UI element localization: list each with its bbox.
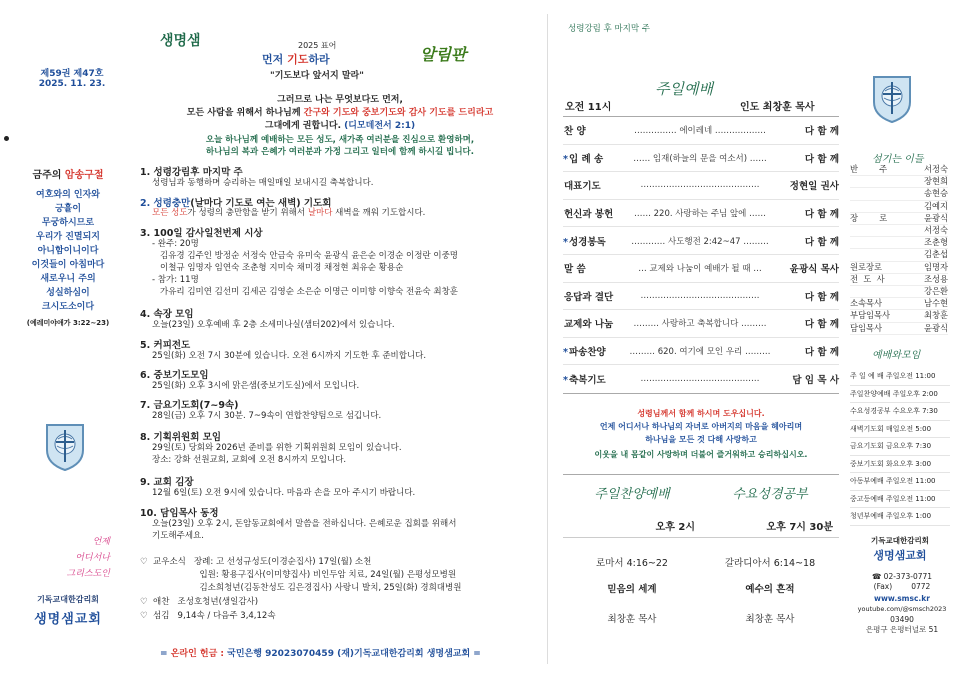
announcement-6-title: 6. 중보기도모임	[140, 370, 209, 381]
postal-code: 03490	[890, 615, 914, 624]
announcement-4-title: 4. 속장 모임	[140, 309, 194, 320]
announcement-2-title: 2. 성령충만(날마다 기도로 여는 새벽) 기도회	[140, 198, 332, 209]
denomination-name: 기독교대한감리회	[37, 595, 99, 604]
wednesday-bible-study: 수요성경공부 오후 7시 30분 갈라디아서 6:14~18 예수의 흔적 최창훈 목사	[701, 474, 839, 664]
announcement-10-body: 오늘(23일) 오후 2시, 돈암동교회에서 말씀을 전하십니다. 은혜로운 집회를 위해서 기도해주세요.	[152, 519, 457, 541]
announcement-9-body: 12월 6일(토) 오전 9시에 있습니다. 마음과 손을 모아 주시기 바랍니다.	[152, 488, 416, 498]
announcement-4-body: 오늘(23일) 오후예배 후 2층 소세미나실(샘터202)에서 있습니다.	[152, 320, 395, 330]
fax-number: (Fax) 0772	[873, 582, 931, 591]
worship-presider: 인도 최창훈 목사	[740, 102, 815, 113]
staff-row: 서정숙	[850, 225, 948, 237]
schedule-row: 수요성경공부 수요오후 7:30	[850, 403, 950, 421]
announcement-1-body: 성령님과 동행하며 승리하는 매일매일 보내시길 축복합니다.	[152, 178, 374, 188]
order-row: 응답과 결단 …………………………………… 다 함 께	[563, 283, 839, 311]
staff-row: 장 로 윤광식	[850, 213, 948, 225]
memory-verse-end: 크시도소이다	[41, 302, 95, 312]
announcement-board-title: 알림판	[420, 45, 467, 64]
order-row: *축복기도 …………………………………… 담 임 목 사	[563, 374, 839, 387]
announcement-3-title: 3. 100일 감사일천번제 시상	[140, 228, 263, 239]
announcement-3-body: - 완주: 20명 김유경 김주인 방정순 서정숙 안금숙 유미숙 윤광식 윤은순 이경순 이정란 이중명 이철규 임명자 임연숙 조춘형 지미숙 채미경 채정현 최유순 황용순 - 참가: 11명 가유리 김미연 김선미 김세곤 김영순 소은순 이명근 이미향 이향숙 전윤숙 최창훈	[152, 239, 458, 297]
volume-number: 제59권 제47호	[40, 69, 104, 79]
brand-title: 생명샘	[160, 33, 201, 49]
order-row: 헌신과 봉헌 …… 220. 사랑하는 주님 앞에 …… 다 함 께	[563, 200, 839, 228]
page-divider	[547, 14, 548, 664]
staff-row: 송현승	[850, 188, 948, 200]
website-link[interactable]: www.smsc.kr	[874, 594, 930, 603]
sunday-praise-service: 주일찬양예배 오후 2시 로마서 4:16~22 믿음의 세계 최창훈 목사	[563, 474, 701, 664]
staff-row: 조춘형	[850, 237, 948, 249]
schedule-row: 주일찬양예배 주일오후 2:00	[850, 386, 950, 404]
phone-number: ☎ 02-373-0771	[871, 572, 933, 581]
verse-reference: (예레미야애가 3:22~23)	[26, 319, 110, 327]
schedule-row: 중고등예배 주일오전 11:00	[850, 491, 950, 509]
staff-row: 김춘섭	[850, 249, 948, 261]
week-header: 성령강림 후 마지막 주	[568, 24, 651, 34]
announcement-7-body: 28일(금) 오후 7시 30분. 7~9속이 연합찬양팀으로 섬깁니다.	[152, 411, 382, 421]
blessing-line-4: 이웃을 내 몸같이 사랑하며 더불어 즐거워하고 승리하십시오.	[594, 450, 808, 459]
church-address: 은평구 은평터널로 51	[865, 625, 939, 634]
blessing-line-1: 성령님께서 함께 하시며 도우십니다.	[637, 409, 765, 418]
staff-row: 전 도 사 조성용	[850, 274, 948, 286]
bullet-dot-icon	[4, 136, 9, 141]
announcement-9-title: 9. 교회 김장	[140, 477, 194, 488]
fellowship-meal: ♡ 애찬 조성호청년(생일감사)	[140, 597, 259, 607]
staff-row: 원로장로 임명자	[850, 262, 948, 274]
order-row: 찬 양 …………… 에이레네 ……………… 다 함 께	[563, 117, 839, 145]
staff-row: 장현희	[850, 176, 948, 188]
order-row: 대표기도 …………………………………… 정현일 권사	[563, 172, 839, 200]
schedule-list	[850, 368, 950, 526]
service-groups: ♡ 섬김 9,14속 / 다음주 3,4,12속	[140, 611, 276, 621]
announcement-7-title: 7. 금요기도회(7~9속)	[140, 400, 239, 411]
intro-line-1: 그러므로 나는 무엇보다도 먼저,	[277, 95, 403, 105]
order-row: *성경봉독 ………… 사도행전 2:42~47 ……… 다 함 께	[563, 227, 839, 255]
intro-line-2: 모든 사람을 위해서 하나님께 간구와 기도와 중보기도와 감사 기도를 드리라고	[186, 108, 494, 118]
schedule-row: 주 일 예 배 주일오전 11:00	[850, 368, 950, 386]
order-of-worship	[563, 116, 839, 394]
schedule-title: 예배와모임	[872, 350, 921, 361]
staff-row: 김예지	[850, 201, 948, 213]
motto-year: 2025 표어	[298, 41, 337, 50]
youtube-link[interactable]: youtube.com/@smsch2023	[857, 605, 947, 613]
staff-row: 소속목사 남수현	[850, 298, 948, 310]
members-news: ♡ 교우소식 장례: 고 선성규성도(이경순집사) 17일(월) 소천	[140, 557, 372, 567]
staff-row: 담임목사 윤광식	[850, 323, 948, 335]
bulletin-date: 2025. 11. 23.	[38, 79, 106, 89]
staff-title: 섬기는 이들	[872, 154, 924, 165]
intro-line-3: 그대에게 권합니다. (디모데전서 2:1)	[264, 121, 416, 131]
worship-time: 오전 11시	[565, 102, 612, 113]
online-offering: = 온라인 헌금 : 국민은행 92023070459 (재)기독교대한감리회 생명샘교회 =	[160, 649, 481, 659]
left-strip	[0, 0, 130, 679]
staff-row: 부담임목사 최창훈	[850, 310, 948, 322]
announcement-1-title: 1. 성령강림후 마지막 주	[140, 167, 243, 178]
announcement-8-title: 8. 기획위원회 모임	[140, 432, 222, 443]
staff-row: 반 주 서정숙	[850, 164, 948, 176]
motto-sub: "기도보다 앞서지 말라"	[270, 71, 364, 81]
announcement-5-body: 25일(화) 오전 7시 30분에 있습니다. 오전 6시까지 기도한 후 준비합니다.	[152, 351, 427, 361]
memory-verse: 여호와의 인자와 긍휼이 무궁하시므로 우리가 진멸되지 아니함이니이다 이것들이 아침마다 새로우니 주의 성실하심이	[31, 190, 105, 298]
schedule-row: 금요기도회 금요오후 7:30	[850, 438, 950, 456]
schedule-row: 새벽기도회 매일오전 5:00	[850, 421, 950, 439]
schedule-row: 청년부예배 주일오후 1:00	[850, 508, 950, 526]
announcement-5-title: 5. 커피전도	[140, 340, 191, 351]
announcement-10-title: 10. 담임목사 동정	[140, 508, 219, 519]
side-calligraphy: 언제 어디서나 그리스도인	[66, 537, 110, 579]
order-row: 교제와 나눔 ……… 사랑하고 축복합니다 ……… 다 함 께	[563, 310, 839, 338]
methodist-emblem-icon	[871, 74, 913, 124]
church-name: 생명샘교회	[34, 612, 102, 627]
verse-title: 금주의 암송구절	[32, 170, 104, 181]
order-row: *입 례 송 …… 임재(하늘의 문을 여소서) …… 다 함 께	[563, 145, 839, 173]
announcement-8-body: 29일(토) 당회와 2026년 준비를 위한 기획위원회 모임이 있습니다. 장소: 강화 선원교회, 교회에 오전 8시까지 모입니다.	[152, 443, 402, 465]
blessing-line-2: 언제 어디서나 하나님의 자녀로 아버지의 마음을 헤아리며	[599, 422, 803, 431]
methodist-emblem-icon	[44, 422, 86, 472]
motto-main: 먼저 기도하라	[262, 53, 330, 66]
staff-list	[850, 164, 948, 335]
announcement-2-body: 모든 성도가 성령의 충만함을 받기 위해서 날마다 새벽을 깨워 기도합시다.	[152, 208, 426, 218]
members-news-hospital-2: 김소희청년(김동찬성도 김은경집사) 사랑니 발치, 25일(화) 경희대병원	[140, 583, 462, 593]
staff-row: 강은환	[850, 286, 948, 298]
schedule-row: 중보기도회 화요오후 3:00	[850, 456, 950, 474]
church-name: 생명샘교회	[873, 549, 927, 562]
welcome-line-2: 하나님의 복과 은혜가 여러분과 가정 그리고 일터에 함께 하시길 빕니다.	[206, 147, 474, 157]
blessing-line-3: 하나님을 모든 것 다해 사랑하고	[645, 435, 757, 444]
welcome-line-1: 오늘 하나님께 예배하는 모든 성도, 새가족 여러분을 진심으로 환영하며,	[205, 135, 475, 145]
members-news-hospital-1: 입원: 황용구집사(이미향집사) 비인두암 치료, 24일(월) 은평성모병원	[140, 570, 457, 580]
order-row: 말 씀 … 교제와 나눔이 예배가 될 때 … 윤광식 목사	[563, 255, 839, 283]
announcement-6-body: 25일(화) 오후 3시에 맑은샘(중보기도실)에서 모입니다.	[152, 381, 360, 391]
sunday-worship-title: 주일예배	[655, 80, 713, 98]
denomination-name: 기독교대한감리회	[871, 536, 929, 545]
schedule-row: 아동부예배 주일오전 11:00	[850, 473, 950, 491]
order-row: *파송찬양 ……… 620. 여기에 모인 우리 ……… 다 함 께	[563, 338, 839, 366]
